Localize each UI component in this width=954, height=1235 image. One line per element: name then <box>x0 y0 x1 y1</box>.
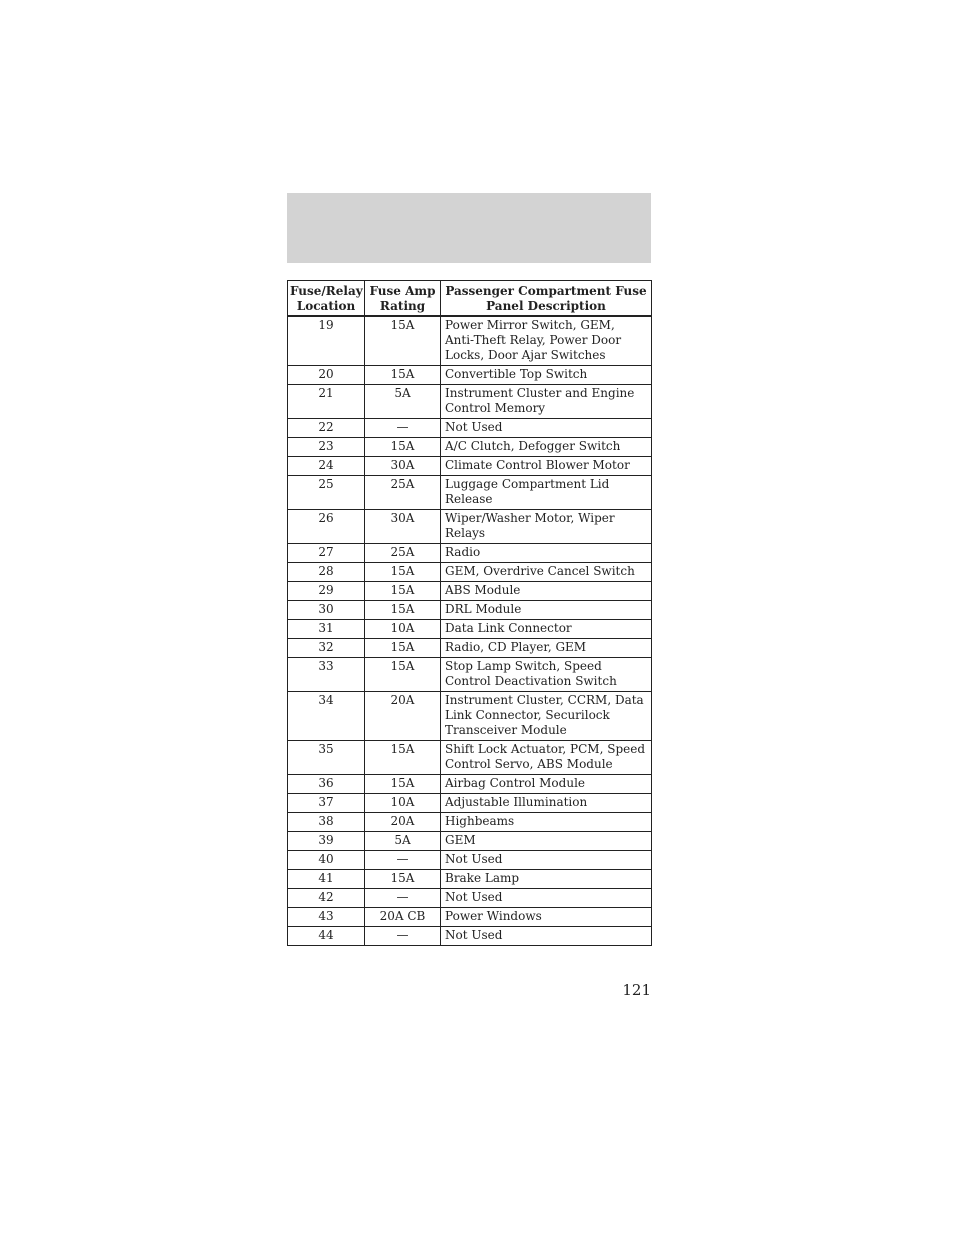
section-header-band <box>287 193 651 263</box>
cell-description: Wiper/Washer Motor, Wiper Relays <box>441 510 652 544</box>
cell-location: 42 <box>288 889 365 908</box>
table-row <box>288 741 652 775</box>
table-row <box>288 851 652 870</box>
table-row <box>288 438 652 457</box>
cell-rating: 15A <box>365 870 441 889</box>
cell-description: Power Mirror Switch, GEM, Anti-Theft Relay, Power Door Locks, Door Ajar Switches <box>441 316 652 366</box>
cell-rating: — <box>365 927 441 946</box>
cell-description: Brake Lamp <box>441 870 652 889</box>
cell-rating: 30A <box>365 457 441 476</box>
cell-location: 29 <box>288 582 365 601</box>
cell-location: 27 <box>288 544 365 563</box>
cell-rating: 20A CB <box>365 908 441 927</box>
cell-description: Data Link Connector <box>441 620 652 639</box>
column-header-description: Passenger Compartment Fuse Panel Description <box>441 281 652 317</box>
table-row <box>288 544 652 563</box>
table-row <box>288 476 652 510</box>
table-row <box>288 639 652 658</box>
table-row <box>288 563 652 582</box>
cell-description: A/C Clutch, Defogger Switch <box>441 438 652 457</box>
cell-rating: 15A <box>365 658 441 692</box>
cell-rating: 15A <box>365 601 441 620</box>
cell-description: Highbeams <box>441 813 652 832</box>
cell-location: 34 <box>288 692 365 741</box>
cell-rating: 20A <box>365 813 441 832</box>
cell-location: 41 <box>288 870 365 889</box>
cell-location: 40 <box>288 851 365 870</box>
cell-description: Shift Lock Actuator, PCM, Speed Control Servo, ABS Module <box>441 741 652 775</box>
table-row <box>288 927 652 946</box>
cell-description: Not Used <box>441 927 652 946</box>
table-row <box>288 908 652 927</box>
cell-description: Radio, CD Player, GEM <box>441 639 652 658</box>
cell-rating: 15A <box>365 741 441 775</box>
cell-rating: 20A <box>365 692 441 741</box>
cell-description: GEM <box>441 832 652 851</box>
cell-location: 37 <box>288 794 365 813</box>
cell-location: 21 <box>288 385 365 419</box>
cell-location: 36 <box>288 775 365 794</box>
table-row <box>288 692 652 741</box>
cell-rating: 15A <box>365 775 441 794</box>
fuse-panel-table <box>287 280 652 946</box>
cell-rating: 15A <box>365 639 441 658</box>
cell-description: Instrument Cluster, CCRM, Data Link Connector, Securilock Transceiver Module <box>441 692 652 741</box>
table-body <box>288 316 652 946</box>
cell-description: Stop Lamp Switch, Speed Control Deactivation Switch <box>441 658 652 692</box>
cell-location: 32 <box>288 639 365 658</box>
table-row <box>288 775 652 794</box>
table-row <box>288 601 652 620</box>
cell-rating: 30A <box>365 510 441 544</box>
cell-description: Instrument Cluster and Engine Control Memory <box>441 385 652 419</box>
cell-location: 23 <box>288 438 365 457</box>
cell-location: 26 <box>288 510 365 544</box>
cell-description: GEM, Overdrive Cancel Switch <box>441 563 652 582</box>
cell-rating: 25A <box>365 476 441 510</box>
cell-description: Convertible Top Switch <box>441 366 652 385</box>
cell-rating: 15A <box>365 366 441 385</box>
cell-description: Not Used <box>441 851 652 870</box>
cell-rating: 5A <box>365 832 441 851</box>
table-header-row <box>288 281 652 317</box>
cell-location: 24 <box>288 457 365 476</box>
cell-description: ABS Module <box>441 582 652 601</box>
table-row <box>288 658 652 692</box>
cell-rating: 10A <box>365 620 441 639</box>
cell-location: 35 <box>288 741 365 775</box>
table-row <box>288 889 652 908</box>
cell-description: Luggage Compartment Lid Release <box>441 476 652 510</box>
cell-rating: — <box>365 851 441 870</box>
table-row <box>288 510 652 544</box>
cell-location: 20 <box>288 366 365 385</box>
table-row <box>288 457 652 476</box>
cell-location: 25 <box>288 476 365 510</box>
cell-location: 19 <box>288 316 365 366</box>
column-header-location: Fuse/Relay Location <box>288 281 365 317</box>
cell-location: 31 <box>288 620 365 639</box>
cell-rating: 25A <box>365 544 441 563</box>
cell-location: 39 <box>288 832 365 851</box>
table-row <box>288 419 652 438</box>
cell-description: Not Used <box>441 889 652 908</box>
table-row <box>288 582 652 601</box>
cell-location: 33 <box>288 658 365 692</box>
cell-description: Radio <box>441 544 652 563</box>
cell-rating: 15A <box>365 316 441 366</box>
cell-description: Power Windows <box>441 908 652 927</box>
cell-location: 44 <box>288 927 365 946</box>
cell-location: 38 <box>288 813 365 832</box>
cell-description: DRL Module <box>441 601 652 620</box>
table-row <box>288 385 652 419</box>
cell-description: Climate Control Blower Motor <box>441 457 652 476</box>
cell-description: Airbag Control Module <box>441 775 652 794</box>
table-row <box>288 813 652 832</box>
cell-rating: — <box>365 419 441 438</box>
cell-rating: 15A <box>365 438 441 457</box>
column-header-rating: Fuse Amp Rating <box>365 281 441 317</box>
cell-rating: 15A <box>365 582 441 601</box>
cell-description: Adjustable Illumination <box>441 794 652 813</box>
cell-rating: 15A <box>365 563 441 582</box>
table-row <box>288 316 652 366</box>
cell-rating: 5A <box>365 385 441 419</box>
table-row <box>288 366 652 385</box>
cell-rating: — <box>365 889 441 908</box>
table-row <box>288 832 652 851</box>
cell-rating: 10A <box>365 794 441 813</box>
page-number: 121 <box>622 981 651 999</box>
cell-location: 30 <box>288 601 365 620</box>
cell-location: 43 <box>288 908 365 927</box>
table-row <box>288 620 652 639</box>
cell-description: Not Used <box>441 419 652 438</box>
table-row <box>288 794 652 813</box>
cell-location: 28 <box>288 563 365 582</box>
cell-location: 22 <box>288 419 365 438</box>
table-row <box>288 870 652 889</box>
